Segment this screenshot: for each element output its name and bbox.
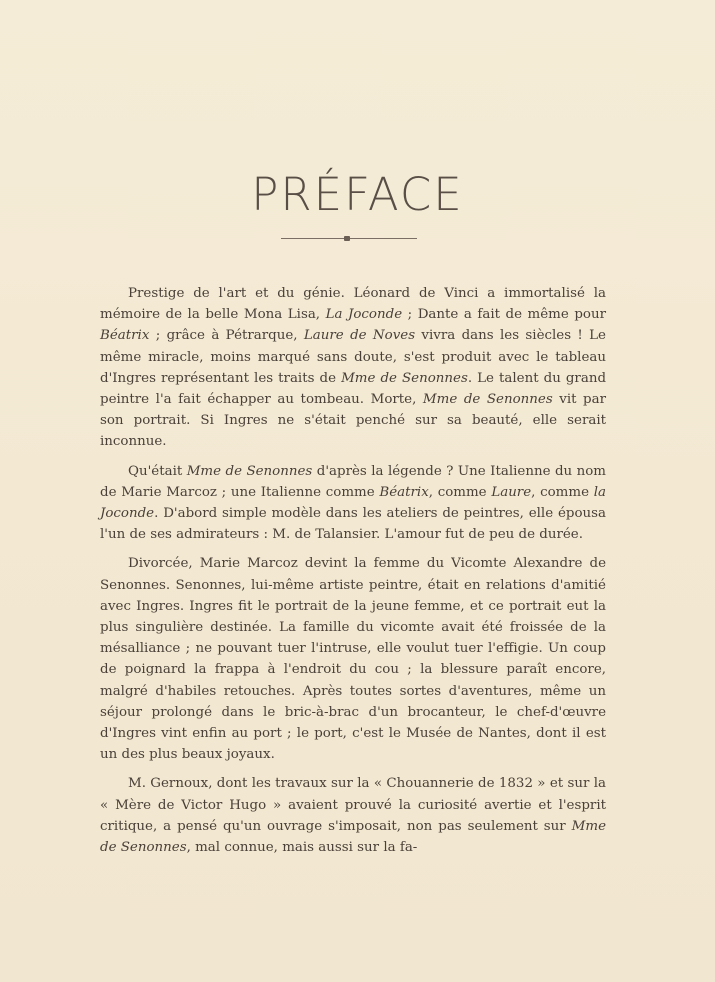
text-run: Prestige de l'art et du génie. Léonard de Vinci a immortalisé la mémoire de la belle Mona Lisa, <box>100 286 606 323</box>
italic-text: Laure <box>491 484 532 500</box>
body-text <box>100 283 606 866</box>
italic-text: Mme de Senonnes <box>422 392 553 408</box>
italic-text: Mme de Senonnes <box>341 370 468 386</box>
text-run: d'après la légende ? Une Italienne du nom de Marie Marcoz ; une Italienne comme <box>100 463 607 500</box>
italic-text: Béatrix <box>379 484 429 500</box>
text-run: . Le talent du grand peintre l'a fait échapper au tombeau. Morte, <box>100 370 607 408</box>
text-run: . D'abord simple modèle dans les ateliers de peintres, elle épousa l'un de ses admirateurs : M. de Talansier. L'amour fut de peu de durée. <box>100 506 606 543</box>
italic-text: Béatrix <box>100 328 150 344</box>
italic-text: Mme de Senonnes <box>186 463 313 479</box>
page-title: PRÉFACE <box>251 168 464 221</box>
text-run: , mal connue, mais aussi sur la fa- <box>186 840 418 856</box>
text-run: vivra dans les siècles ! Le même miracle, moins marqué sans doute, s'est produit avec le tableau d'Ingres représentant les traits de <box>100 328 606 386</box>
italic-text: La Joconde <box>325 307 403 323</box>
text-run: Divorcée, Marie Marcoz devint la femme du Vicomte Alexandre de Senonnes. Senonnes, lui-même artiste peintre, était en relations d'amitié avec Ingres. Ingres fit le portrait de la jeune femme, et ce portrait eut la plus singulière destinée. La famille du vicomte avait été froissée de la mésalliance ; ne pouvant tuer l'intruse, elle voulut tuer l'effigie. Un coup de poignard la frappa à l'endroit du cou ; la blessure paraît encore, malgré d'habiles retouches. Après toutes sortes d'aventures, même un séjour prolongé dans le bric-à-brac d'un brocanteur, le chef-d'œuvre d'Ingres vint enfin au port ; le port, c'est le Musée de Nantes, dont il est un des plus beaux joyaux. <box>100 556 606 763</box>
text-run: M. Gernoux, dont les travaux sur la « Chouannerie de 1832 » et sur la « Mère de Victor Hugo » avaient prouvé la curiosité avertie et l'esprit critique, a pensé qu'un ouvrage s'imposait, non pas seulement sur <box>100 776 606 834</box>
paragraph-3 <box>100 553 606 765</box>
text-run: Qu'était <box>128 463 187 479</box>
italic-text: Laure de Noves <box>303 328 416 344</box>
paragraph-1 <box>100 283 606 453</box>
text-run: vit par son portrait. Si Ingres ne s'était penché sur sa beauté, elle serait inconnue. <box>100 392 607 450</box>
text-run: , comme <box>428 484 492 500</box>
rule-ornament <box>344 236 350 241</box>
text-run: , comme <box>531 484 594 500</box>
paragraph-4 <box>100 773 606 858</box>
italic-text: Mme de Senonnes <box>100 818 606 856</box>
text-run: ; grâce à Pétrarque, <box>149 328 304 344</box>
italic-text: la Joconde <box>100 484 606 522</box>
text-run: ; Dante a fait de même pour <box>402 307 606 323</box>
paragraph-2 <box>100 461 606 546</box>
